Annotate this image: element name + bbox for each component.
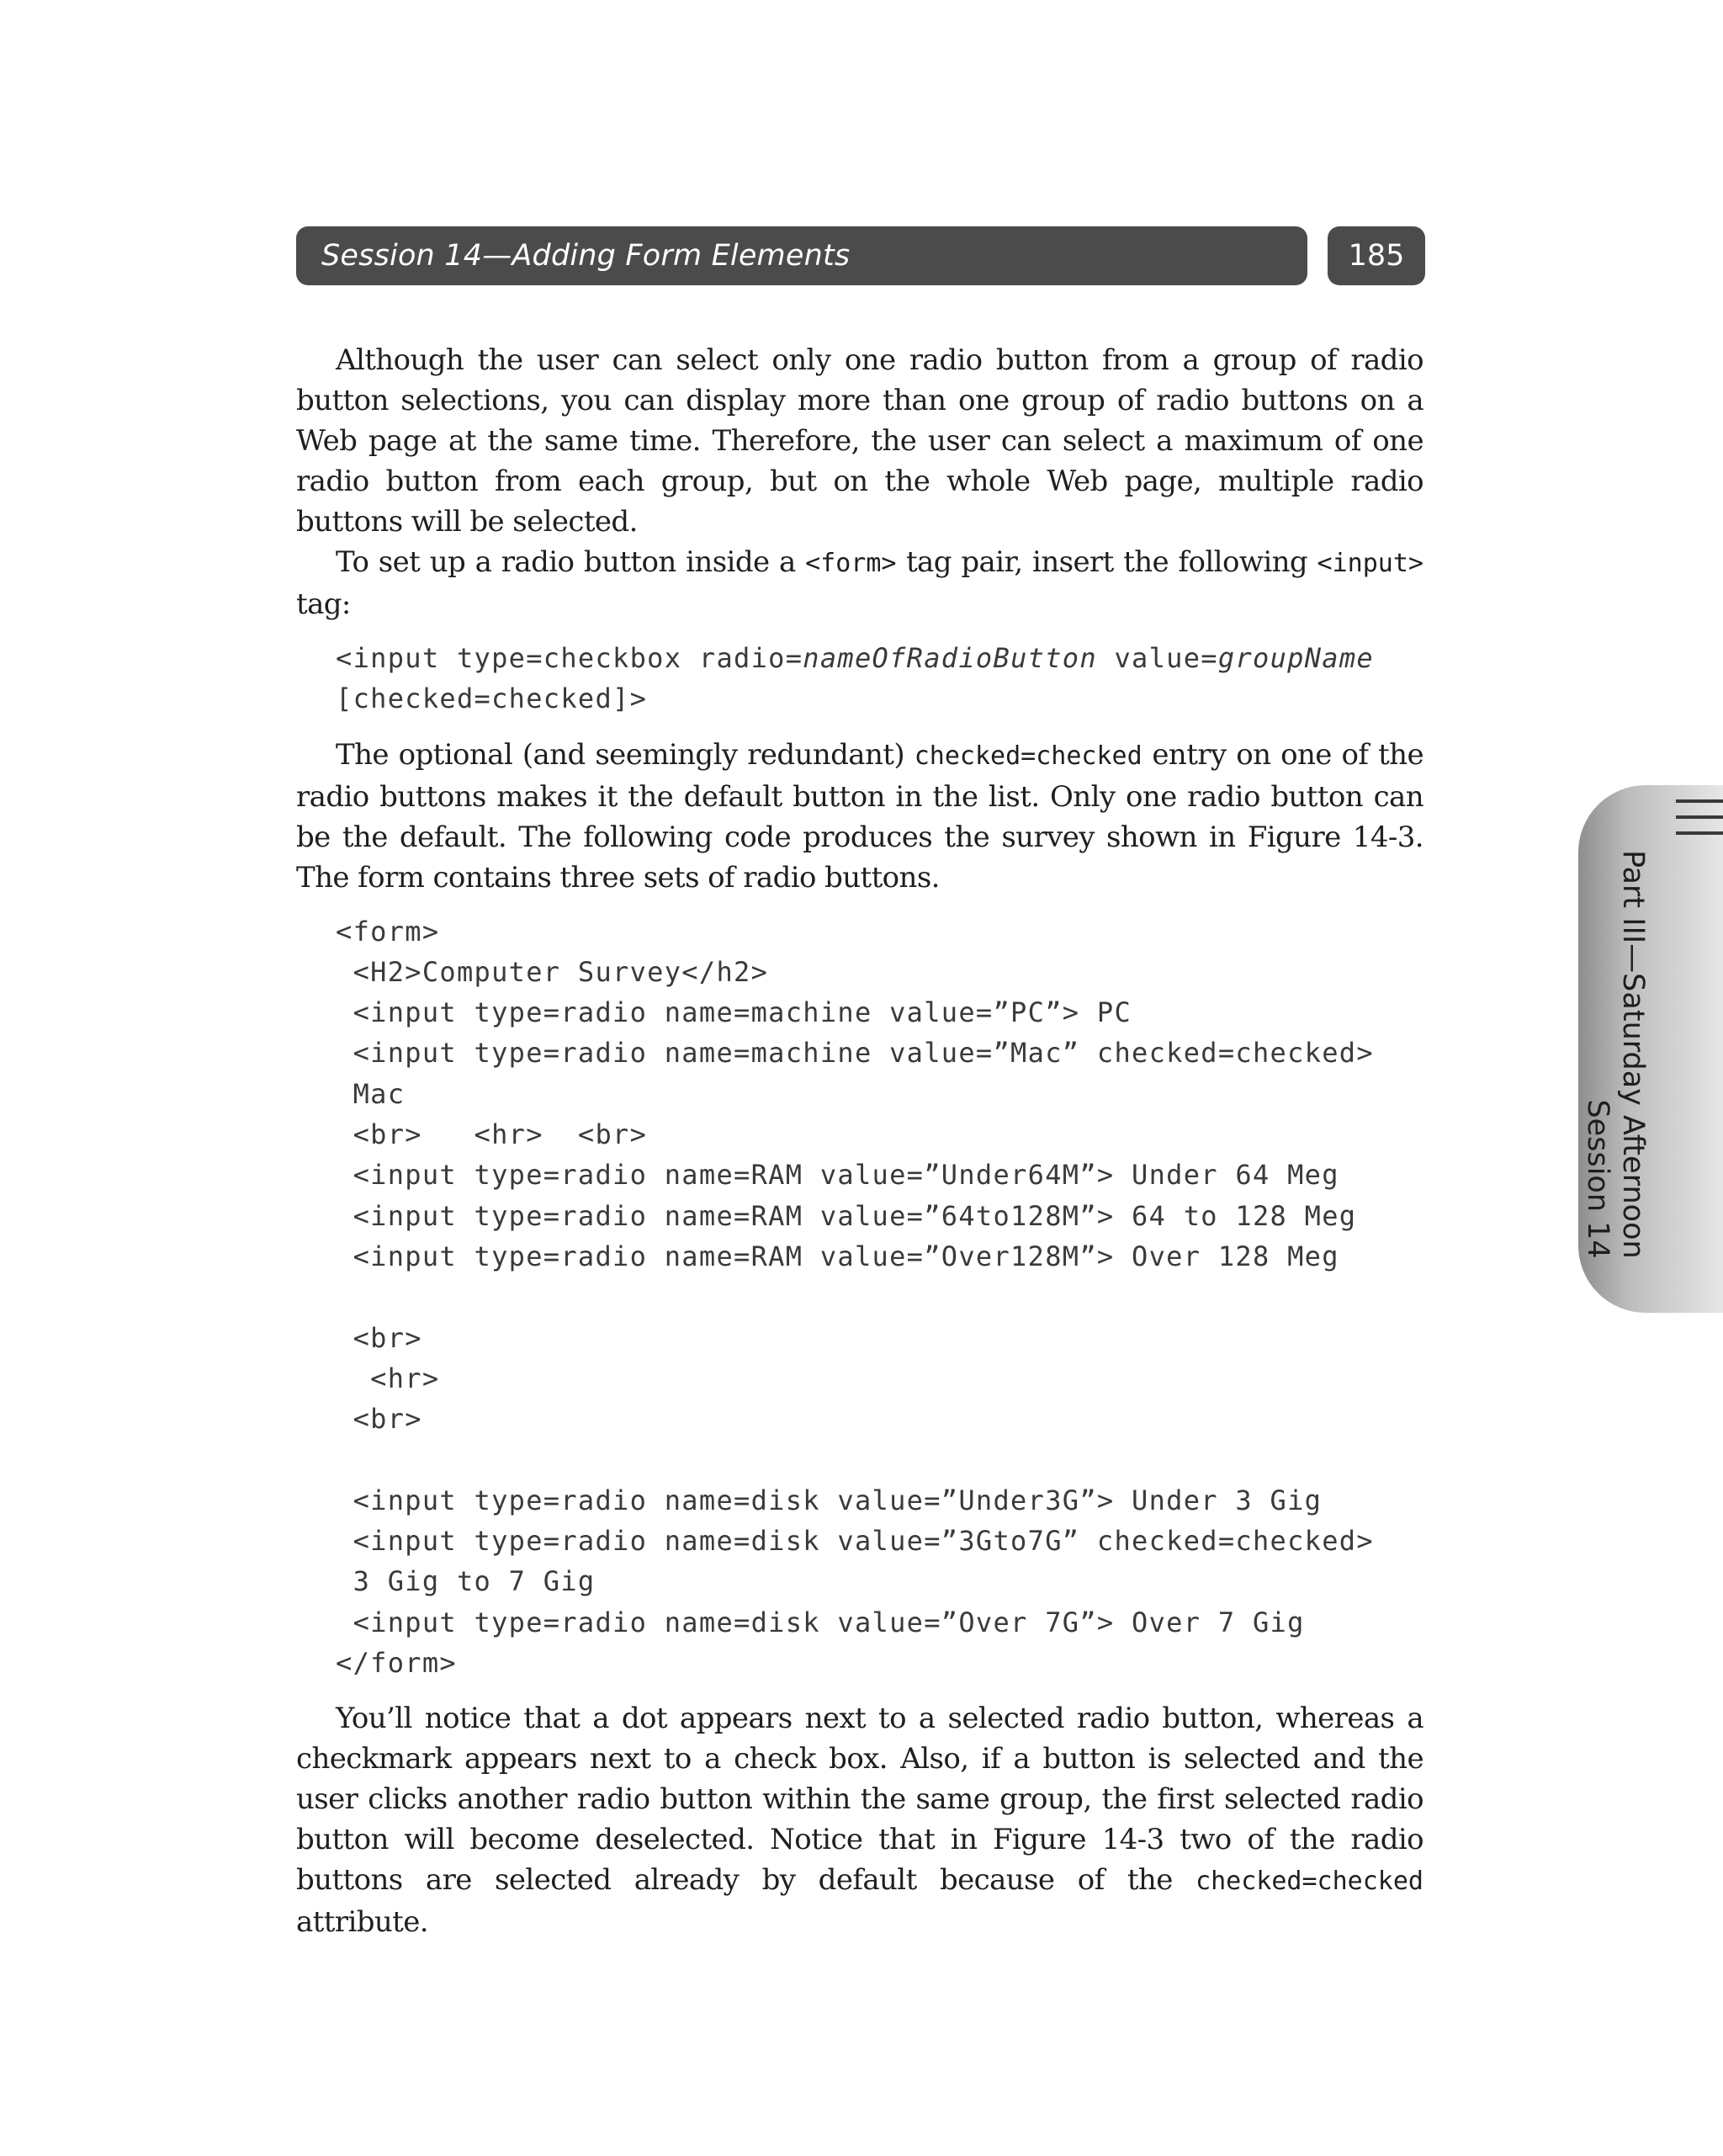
header-title: Session 14—Adding Form Elements [321,239,851,273]
syntax-variable: groupName [1217,642,1374,674]
paragraph-notice: You’ll notice that a dot appears next to a selected radio button, whereas a checkmark appears next to a check box. Also, if a button is selected and the user clicks another radio button within the same group, the first selected radio button will become deselected. Notice that in Figure 14-3 two of the radio buttons are selected already by default because of the checked=checked attribute. [296,1702,1423,1940]
syntax-variable: nameOfRadioButton [803,642,1097,674]
running-header [296,226,1307,285]
page-body [296,340,1423,1942]
inline-code: <input> [1317,549,1423,578]
syntax-block: <input type=checkbox radio=nameOfRadioButton value=groupName [checked=checked]> [336,642,1374,715]
side-tab-session: Session 14 [1581,1099,1614,1259]
inline-code: <form> [805,549,897,578]
inline-code: checked=checked [1195,1867,1423,1897]
paragraph-setup: To set up a radio button inside a <form> tag pair, insert the following <input> tag: [296,545,1423,621]
page-number: 185 [1348,239,1405,273]
paragraph-checked: The optional (and seemingly redundant) checked=checked entry on one of the radio buttons makes it the default button in the list. Only one radio button can be the default. The following code produces the survey shown in Figure 14-3. The form contains three sets of radio buttons. [296,737,1423,895]
paragraph-intro: Although the user can select only one radio button from a group of radio button selections, you can display more than one group of radio buttons on a Web page at the same time. Therefore, the user can select a maximum of one radio button from each group, but on the whole Web page, multiple radio buttons will be selected. [296,343,1423,539]
side-tab-rules [1676,799,1723,835]
side-tab-part: Part III—Saturday Afternoon [1616,850,1650,1259]
code-listing: <form> <H2>Computer Survey</h2> <input type=radio name=machine value=”PC”> PC <input type=radio name=machine value=”Mac” checked=checked> Mac <br> <hr> <br> <input type=radio name=RAM value=”Under64M”> Under 64 Meg <input type=radio name=RAM value=”64to128M”> 64 to 128 Meg <input type=radio name=RAM value=”Over128M”> Over 128 Meg <br> <hr> <br> <input type=radio name=disk value=”Under3G”> Under 3 Gig <input type=radio name=disk value=”3Gto7G” checked=checked> 3 Gig to 7 Gig <input type=radio name=disk value=”Over 7G”> Over 7 Gig </form> [336,915,1374,1679]
inline-code: checked=checked [914,741,1142,771]
side-tab-text [1580,850,1651,1259]
page-number-box [1328,226,1425,285]
